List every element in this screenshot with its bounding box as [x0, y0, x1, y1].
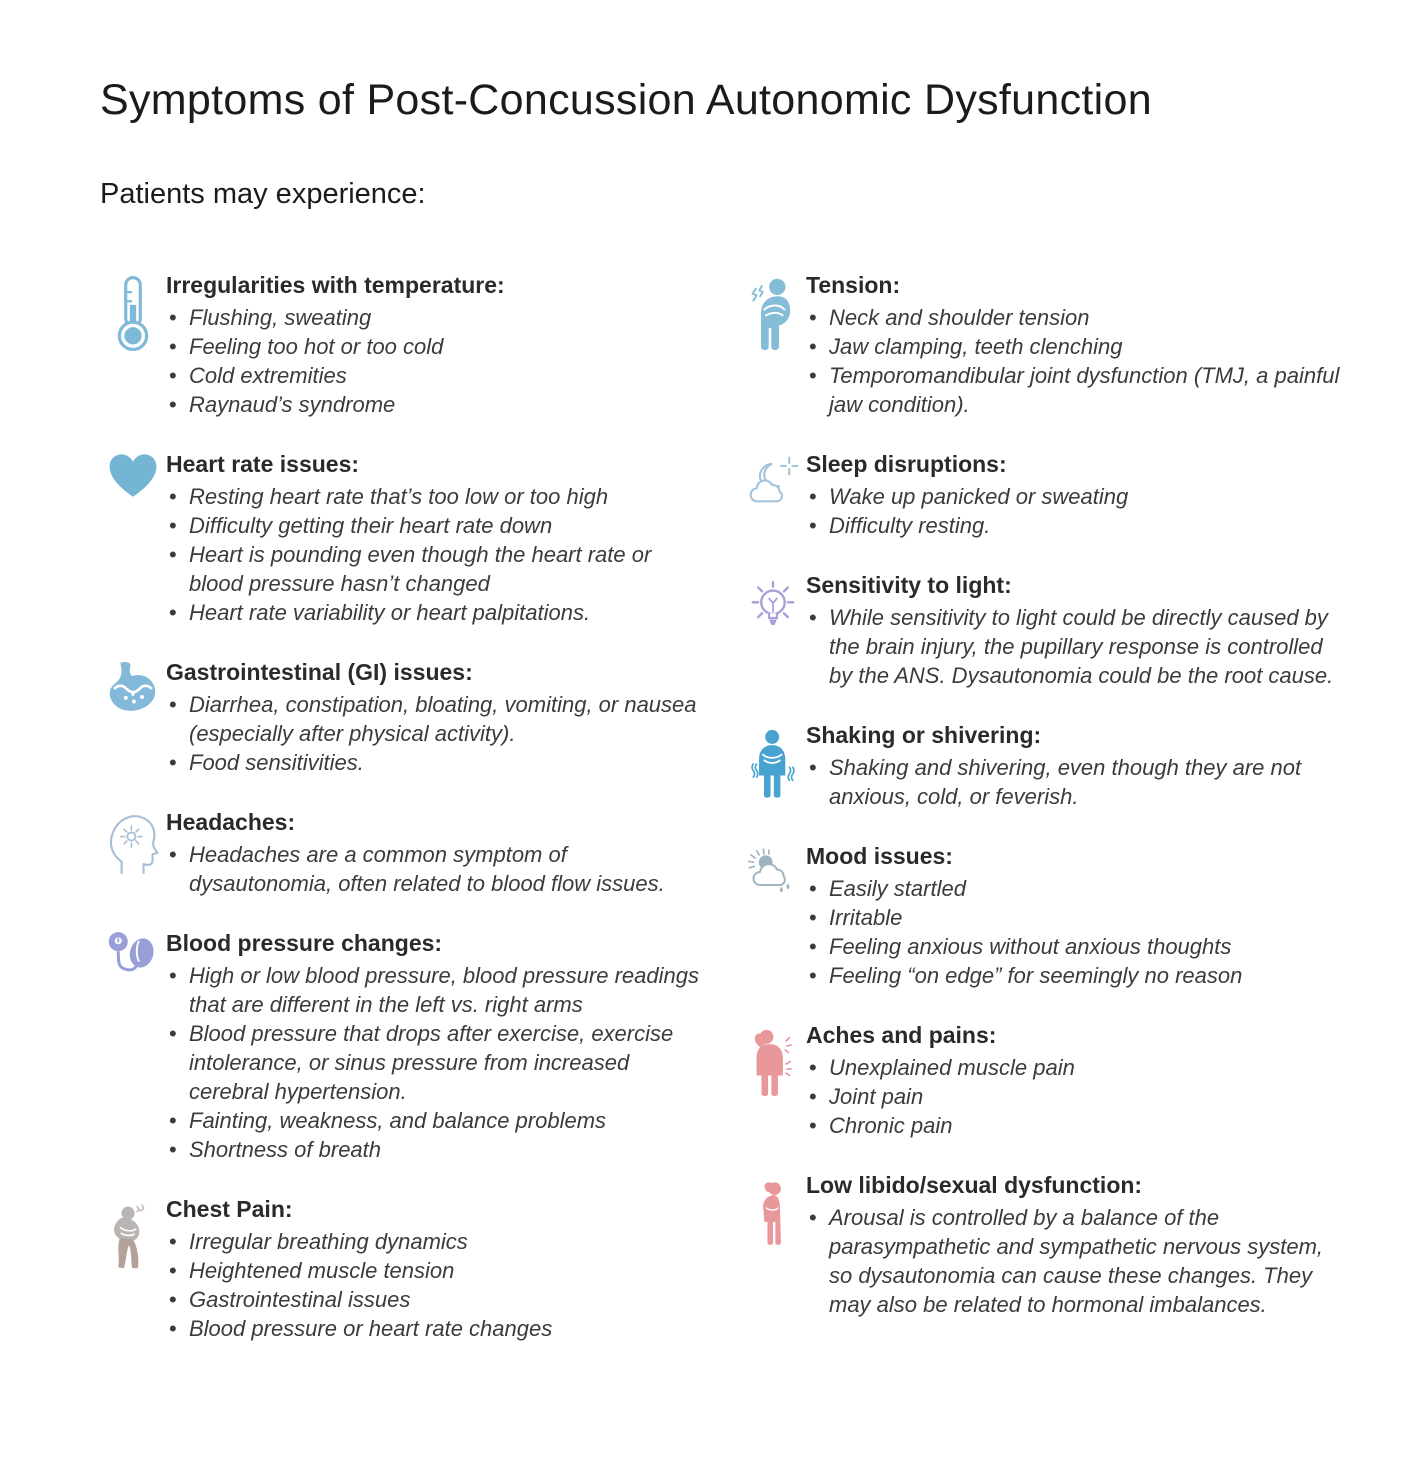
bullet-item: • Heart rate variability or heart palpitations.: [166, 598, 700, 627]
bullet-item: • Feeling too hot or too cold: [166, 332, 700, 361]
bullet-item: • Heightened muscle tension: [166, 1256, 700, 1285]
bullet-item: • Heart is pounding even though the heart rate or blood pressure hasn’t changed: [166, 540, 700, 598]
section-tension: [740, 270, 1345, 419]
left-column: [100, 270, 700, 1373]
bullet-list: [166, 1227, 700, 1343]
bullet-item: • Wake up panicked or sweating: [806, 482, 1345, 511]
section-blood-pressure: [100, 928, 700, 1164]
bullet-item: • Diarrhea, constipation, bloating, vomiting, or nausea (especially after physical activity).: [166, 690, 700, 748]
bullet-item: • Gastrointestinal issues: [166, 1285, 700, 1314]
bullet-item: • Blood pressure that drops after exercise, exercise intolerance, or sinus pressure from increased cerebral hypertension.: [166, 1019, 700, 1106]
shivering-person-icon: [740, 720, 806, 811]
section-heading: Heart rate issues:: [166, 451, 360, 478]
bullet-item: • Chronic pain: [806, 1111, 1345, 1140]
section-heading: Sleep disruptions:: [806, 451, 1007, 478]
section-heading: Irregularities with temperature:: [166, 272, 505, 299]
lightbulb-icon: [740, 570, 806, 690]
bullet-item: • Easily startled: [806, 874, 1345, 903]
bullet-list: [806, 874, 1345, 990]
section-mood: [740, 841, 1345, 990]
tension-person-icon: [740, 270, 806, 419]
section-heading: Low libido/sexual dysfunction:: [806, 1172, 1143, 1199]
bullet-item: • Feeling anxious without anxious thoughts: [806, 932, 1345, 961]
section-heading: Mood issues:: [806, 843, 953, 870]
bullet-item: • Irritable: [806, 903, 1345, 932]
headache-head-icon: [100, 807, 166, 898]
bullet-item: • Shortness of breath: [166, 1135, 700, 1164]
bullet-item: • Jaw clamping, teeth clenching: [806, 332, 1345, 361]
section-sleep: [740, 449, 1345, 540]
section-heading: Headaches:: [166, 809, 296, 836]
bullet-item: • Fainting, weakness, and balance problems: [166, 1106, 700, 1135]
section-heading: Blood pressure changes:: [166, 930, 443, 957]
stomach-icon: [100, 657, 166, 777]
section-temperature: [100, 270, 700, 419]
bullet-item: • Irregular breathing dynamics: [166, 1227, 700, 1256]
bullet-item: • Raynaud’s syndrome: [166, 390, 700, 419]
low-libido-person-icon: [740, 1170, 806, 1319]
bullet-list: [166, 961, 700, 1164]
section-heading: Sensitivity to light:: [806, 572, 1012, 599]
bullet-item: • Flushing, sweating: [166, 303, 700, 332]
page-title: Symptoms of Post-Concussion Autonomic Dysfunction: [100, 76, 1152, 124]
bullet-list: [806, 603, 1345, 690]
page-subtitle: Patients may experience:: [100, 178, 426, 211]
section-aches: [740, 1020, 1345, 1140]
section-heart-rate: [100, 449, 700, 627]
bullet-item: • Arousal is controlled by a balance of the parasympathetic and sympathetic nervous system, so dysautonomia can cause these changes. They may also be related to hormonal imbalances.: [806, 1203, 1345, 1319]
heart-icon: [100, 449, 166, 627]
section-light-sensitivity: [740, 570, 1345, 690]
section-libido: [740, 1170, 1345, 1319]
bullet-list: [806, 1053, 1345, 1140]
bullet-list: [166, 303, 700, 419]
bullet-item: • Difficulty getting their heart rate down: [166, 511, 700, 540]
section-heading: Tension:: [806, 272, 901, 299]
section-heading: Aches and pains:: [806, 1022, 997, 1049]
bullet-item: • While sensitivity to light could be directly caused by the brain injury, the pupillary response is controlled by the ANS. Dysautonomia could be the root cause.: [806, 603, 1345, 690]
bullet-item: • High or low blood pressure, blood pressure readings that are different in the left vs. right arms: [166, 961, 700, 1019]
section-chest-pain: [100, 1194, 700, 1343]
bullet-item: • Shaking and shivering, even though they are not anxious, cold, or feverish.: [806, 753, 1345, 811]
bullet-list: [806, 1203, 1345, 1319]
bullet-list: [166, 840, 700, 898]
section-heading: Chest Pain:: [166, 1196, 293, 1223]
bullet-item: • Resting heart rate that’s too low or too high: [166, 482, 700, 511]
bullet-item: • Difficulty resting.: [806, 511, 1345, 540]
bullet-item: • Neck and shoulder tension: [806, 303, 1345, 332]
chest-pain-person-icon: [100, 1194, 166, 1343]
section-shaking: [740, 720, 1345, 811]
weather-mood-icon: [740, 841, 806, 990]
bullet-list: [806, 753, 1345, 811]
right-column: [740, 270, 1345, 1373]
bullet-item: • Blood pressure or heart rate changes: [166, 1314, 700, 1343]
bullet-list: [806, 482, 1345, 540]
section-gastrointestinal: [100, 657, 700, 777]
bullet-item: • Joint pain: [806, 1082, 1345, 1111]
bullet-list: [166, 690, 700, 777]
aches-person-icon: [740, 1020, 806, 1140]
bullet-list: [166, 482, 700, 627]
bullet-item: • Temporomandibular joint dysfunction (TMJ, a painful jaw condition).: [806, 361, 1345, 419]
bullet-item: • Unexplained muscle pain: [806, 1053, 1345, 1082]
section-heading: Gastrointestinal (GI) issues:: [166, 659, 473, 686]
sleep-moon-cloud-icon: [740, 449, 806, 540]
bullet-item: • Food sensitivities.: [166, 748, 700, 777]
bullet-item: • Headaches are a common symptom of dysautonomia, often related to blood flow issues.: [166, 840, 700, 898]
section-headaches: [100, 807, 700, 898]
section-heading: Shaking or shivering:: [806, 722, 1042, 749]
symptom-columns: [100, 270, 1345, 1373]
bullet-list: [806, 303, 1345, 419]
thermometer-icon: [100, 270, 166, 419]
blood-pressure-monitor-icon: [100, 928, 166, 1164]
bullet-item: • Cold extremities: [166, 361, 700, 390]
bullet-item: • Feeling “on edge” for seemingly no reason: [806, 961, 1345, 990]
